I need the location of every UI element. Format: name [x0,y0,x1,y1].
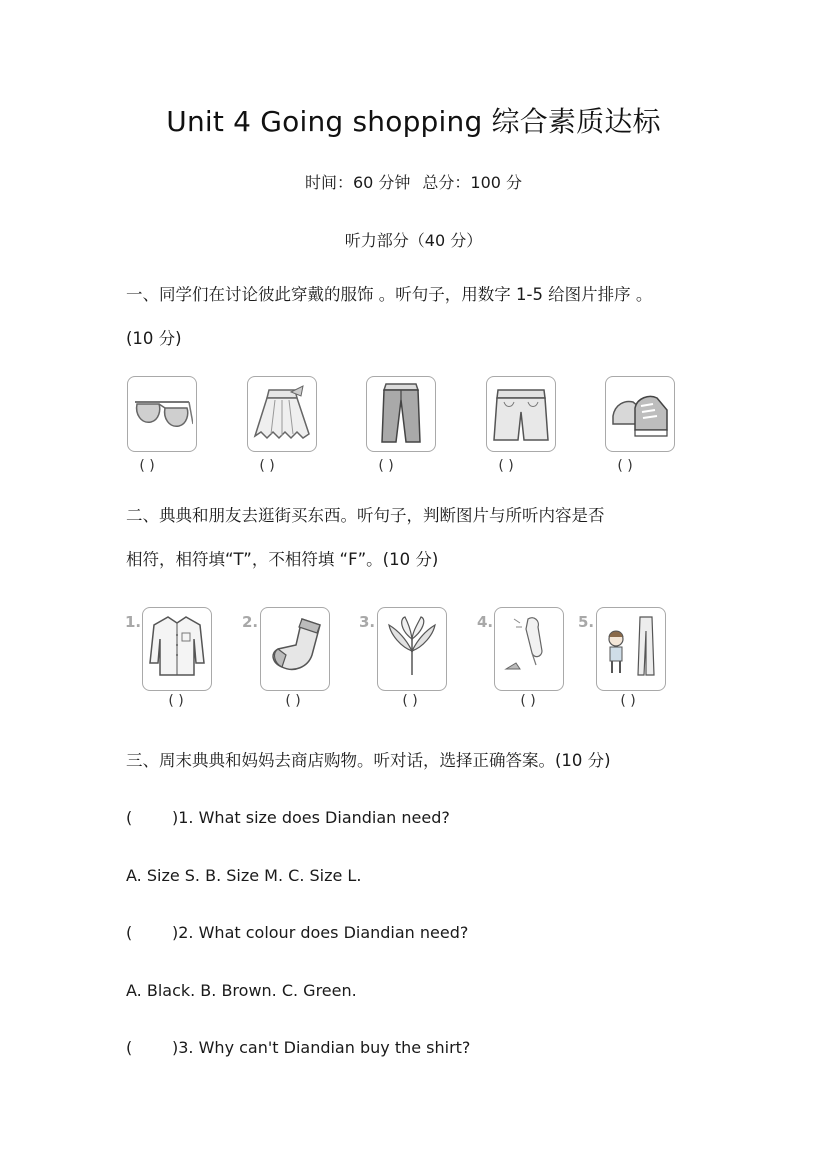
skirt-icon [251,380,313,448]
section2-instruction-line1: 二、典典和朋友去逛街买东西。听句子，判断图片与所听内容是否 [126,506,605,525]
section2-number-3: 3. [359,613,376,631]
question-1-text: 1. What size does Diandian need? [178,808,450,827]
section1-instruction-line1: 一、同学们在讨论彼此穿戴的服饰 。听句子，用数字 1-5 给图片排序 。 [126,285,653,304]
shorts-icon [490,380,552,448]
section2-number-1: 1. [125,613,142,631]
sunglasses-icon [131,380,193,448]
trousers-icon [370,380,432,448]
flower-icon [381,611,443,679]
section2-number-2: 2. [242,613,259,631]
exam-meta [0,170,827,193]
section3-instruction: 三、周末典典和妈妈去商店购物。听对话，选择正确答案。(10 分) [126,751,611,770]
section2-answer-2[interactable]: ( ) [285,693,301,709]
question-1: ( )1. What size does Diandian need? [126,808,450,827]
section2-card-3 [377,607,447,691]
section1-answer-2[interactable]: ( ) [259,458,275,474]
page-title: Unit 4 Going shopping 综合素质达标 [166,105,661,138]
section1-instruction-line2: (10 分) [126,329,182,348]
section2-answer-3[interactable]: ( ) [402,693,418,709]
section1-card-2 [247,376,317,452]
question-3-answer-bracket[interactable]: ( [126,1038,133,1057]
section1-answer-4[interactable]: ( ) [498,458,514,474]
boy-trousers-icon [600,611,662,679]
question-3-text: 3. Why can't Diandian buy the shirt? [178,1038,471,1057]
sock-icon [264,611,326,679]
sneakers-icon [609,380,671,448]
section1-instruction [126,273,706,361]
section1-answer-5[interactable]: ( ) [617,458,633,474]
section1-card-1 [127,376,197,452]
question-2-text: 2. What colour does Diandian need? [178,923,469,942]
time-limit: 时间：60 分钟 [304,173,411,192]
section1-card-4 [486,376,556,452]
section2-card-2 [260,607,330,691]
total-score: 总分：100 分 [422,173,523,192]
section2-number-5: 5. [578,613,595,631]
question-2-options: A. Black. B. Brown. C. Green. [126,981,357,1000]
shirt-icon [146,611,208,679]
section2-pictures [0,607,827,717]
section2-instruction-line2: 相符，相符填“T”，不相符填 “F”。(10 分) [126,550,439,569]
section2-card-1 [142,607,212,691]
section2-answer-4[interactable]: ( ) [520,693,536,709]
question-2: ( )2. What colour does Diandian need? [126,923,469,942]
question-1-options: A. Size S. B. Size M. C. Size L. [126,866,362,885]
section2-answer-5[interactable]: ( ) [620,693,636,709]
section2-number-4: 4. [477,613,494,631]
listening-part-heading: 听力部分（40 分） [344,231,483,250]
section1-pictures [0,376,827,486]
section1-answer-3[interactable]: ( ) [378,458,394,474]
section1-answer-1[interactable]: ( ) [139,458,155,474]
section1-card-5 [605,376,675,452]
section2-card-4 [494,607,564,691]
question-2-answer-bracket[interactable]: ( [126,923,133,942]
section2-answer-1[interactable]: ( ) [168,693,184,709]
question-3: ( )3. Why can't Diandian buy the shirt? [126,1038,471,1057]
ice-cream-icon [498,611,560,679]
section1-card-3 [366,376,436,452]
section2-card-5 [596,607,666,691]
section2-instruction [126,494,706,582]
question-1-answer-bracket[interactable]: ( [126,808,133,827]
